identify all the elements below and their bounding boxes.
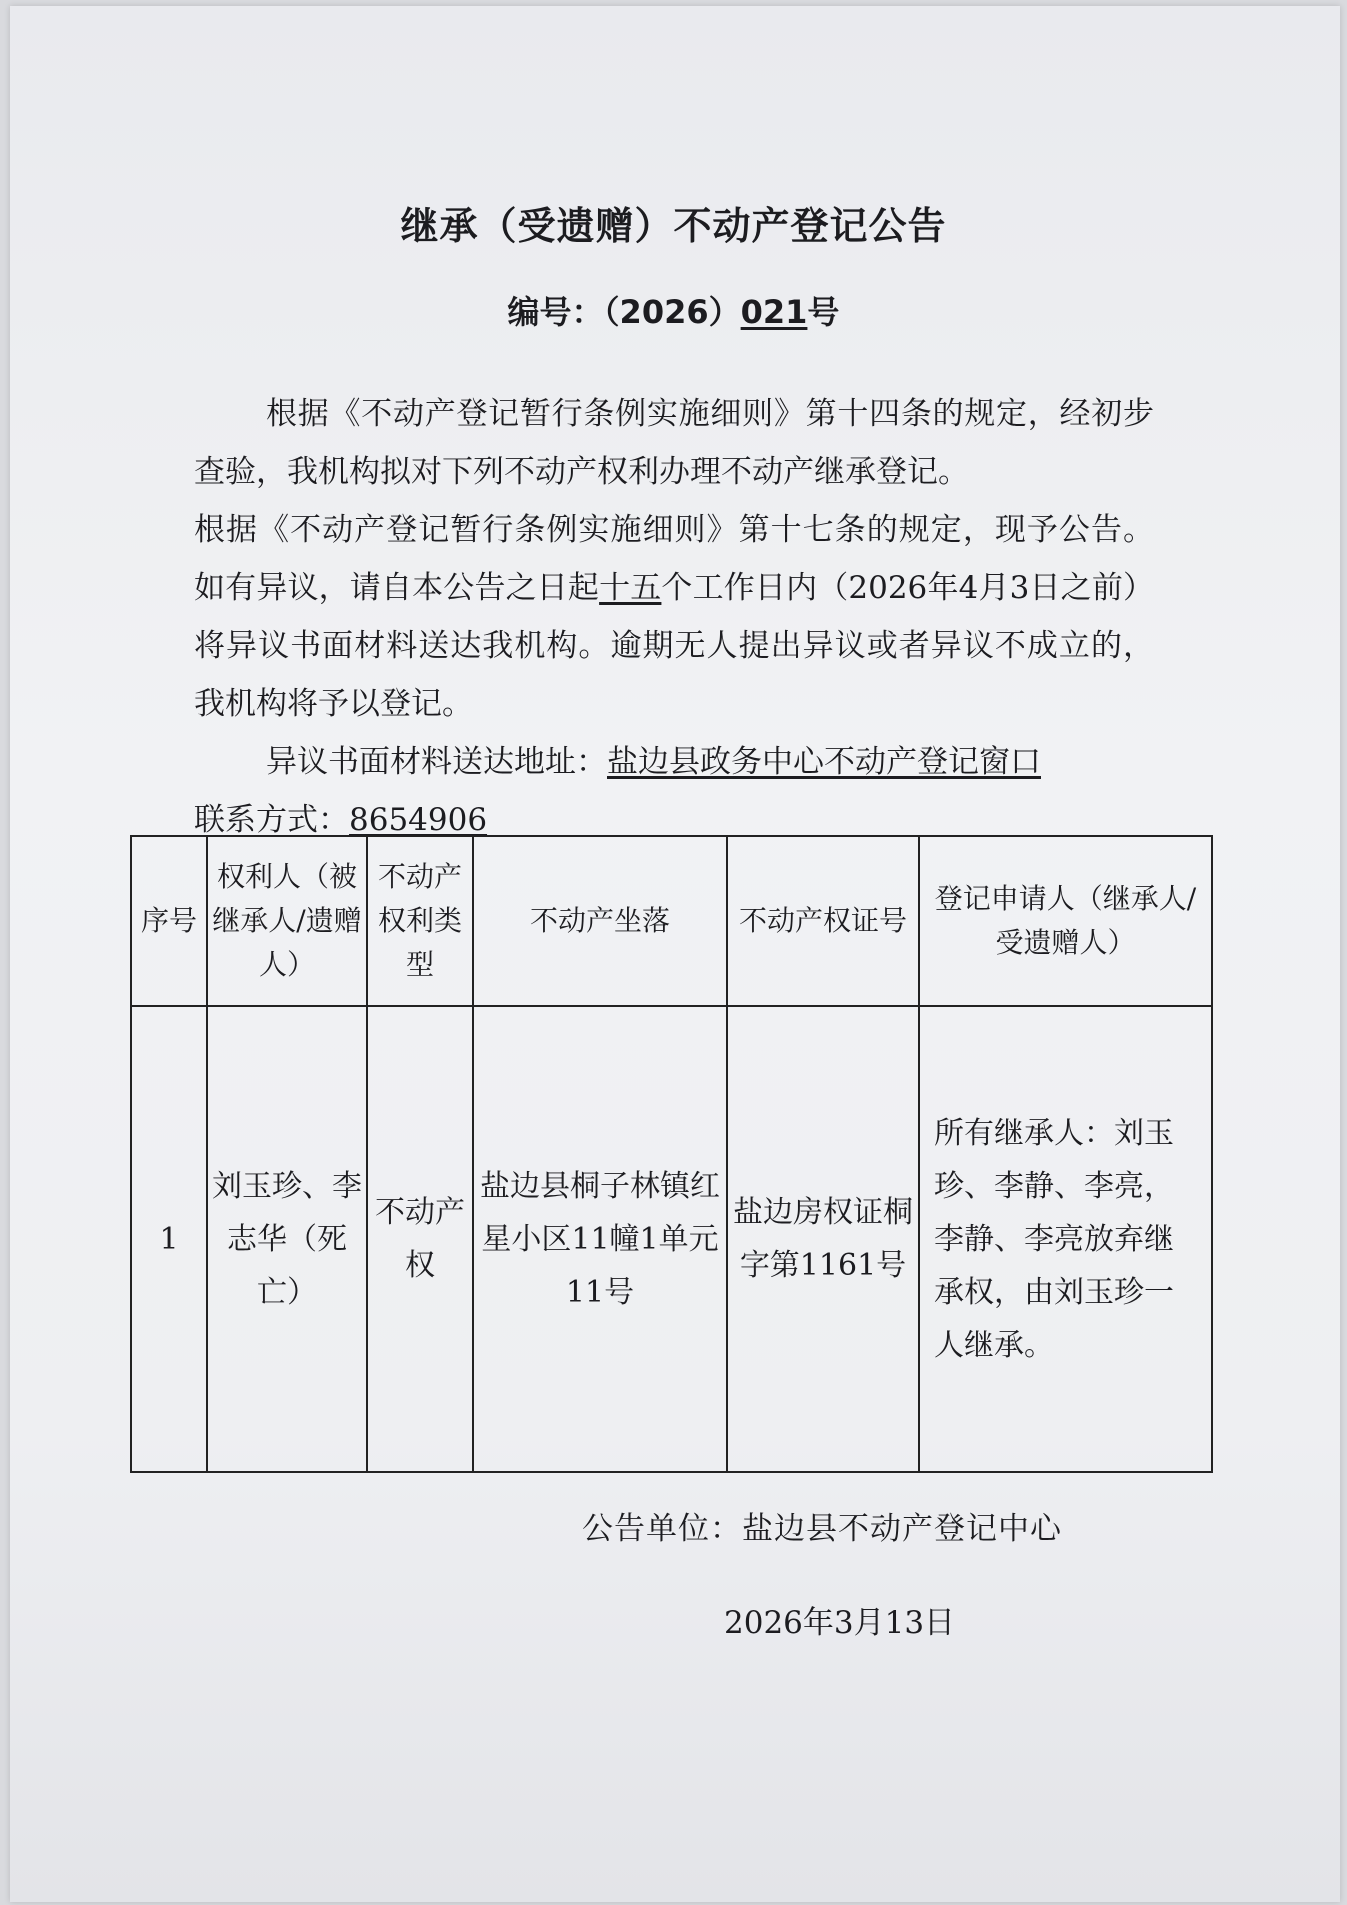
header-seq: 序号 — [131, 836, 207, 1006]
notice-title: 继承（受遗赠）不动产登记公告 — [400, 204, 947, 248]
cell-cert-no: 盐边房权证桐字第1161号 — [727, 1006, 919, 1472]
doc-number-value: 021 — [740, 293, 808, 331]
objection-period: 十五 — [599, 570, 662, 606]
cell-location: 盐边县桐子林镇红星小区11幢1单元11号 — [473, 1006, 727, 1472]
cell-right-type: 不动产权 — [367, 1006, 473, 1472]
cell-seq: 1 — [131, 1006, 207, 1472]
registration-table — [130, 835, 1213, 1473]
table-header-row — [131, 836, 1212, 1006]
paragraph-legal-basis: 根据《不动产登记暂行条例实施细则》第十四条的规定，经初步查验，我机构拟对下列不动产权利办理不动产继承登记。 — [194, 396, 1154, 490]
objection-text-b: 个工作日内（2026年4月3日之前）将异议书面材料送达我机构。逾期无人提出异议或者异议不成立的，我机构将予以登记。 — [194, 570, 1155, 722]
header-cert-no: 不动产权证号 — [727, 836, 919, 1006]
objection-text-a: 根据《不动产登记暂行条例实施细则》第十七条的规定，现予公告。如有异议，请自本公告之日起 — [194, 512, 1154, 606]
contact-value: 8654906 — [349, 802, 488, 838]
paragraph-objection-notice — [194, 501, 1154, 733]
cell-applicant: 所有继承人：刘玉珍、李静、李亮，李静、李亮放弃继承权，由刘玉珍一人继承。 — [919, 1006, 1212, 1472]
notice-body — [194, 385, 1154, 849]
table-row — [131, 1006, 1212, 1472]
address-label: 异议书面材料送达地址： — [266, 744, 607, 780]
cell-holder: 刘玉珍、李志华（死亡） — [207, 1006, 367, 1472]
issue-date: 2026年3月13日 — [724, 1605, 956, 1641]
document-number — [0, 287, 1347, 333]
contact-label: 联系方式： — [194, 802, 349, 838]
header-right-type: 不动产权利类型 — [367, 836, 473, 1006]
address-value: 盐边县政务中心不动产登记窗口 — [607, 744, 1041, 780]
doc-number-prefix: 编号：（2026） — [507, 293, 741, 331]
issuing-unit: 公告单位：盐边县不动产登记中心 — [582, 1511, 1062, 1547]
header-holder: 权利人（被继承人/遗赠人） — [207, 836, 367, 1006]
header-applicant: 登记申请人（继承人/受遗赠人） — [919, 836, 1212, 1006]
address-line — [194, 733, 1154, 791]
doc-number-suffix: 号 — [807, 293, 840, 331]
header-location: 不动产坐落 — [473, 836, 727, 1006]
